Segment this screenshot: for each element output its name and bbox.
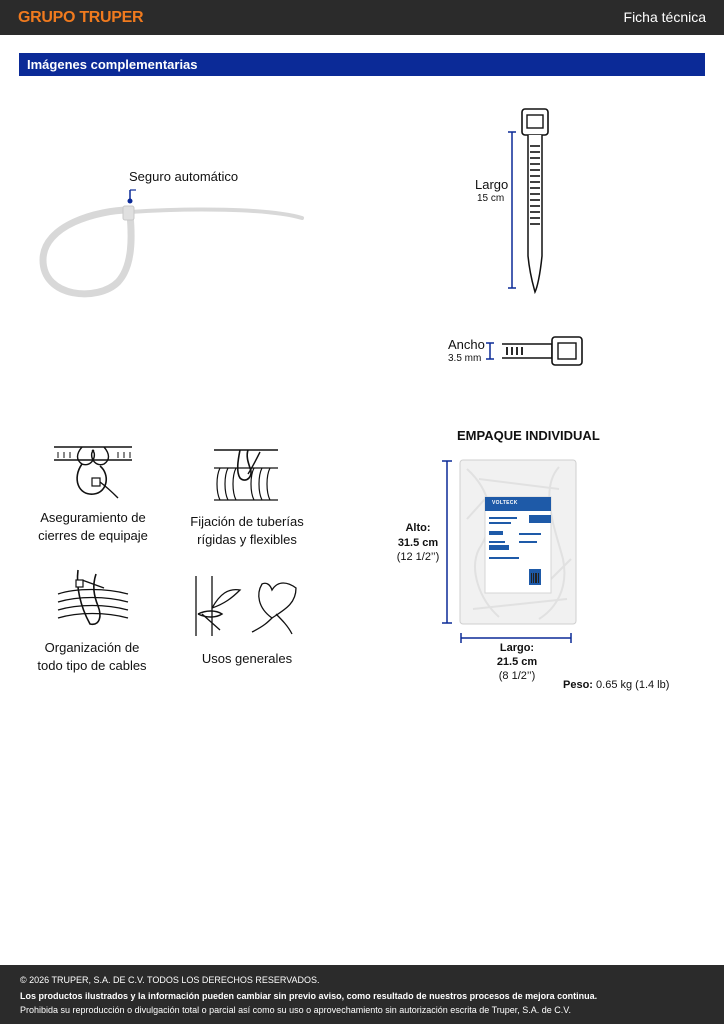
cable-organizing-icon xyxy=(56,566,130,630)
use-line: Aseguramiento de xyxy=(40,510,146,525)
use-item-pipes xyxy=(182,513,312,549)
width-value: 3.5 mm xyxy=(448,353,482,364)
length-value: 15 cm xyxy=(477,193,505,204)
package-width-cm: 21.5 cm xyxy=(496,656,538,668)
use-item-general xyxy=(182,650,312,668)
pipe-fixing-icon xyxy=(210,446,282,504)
package-weight xyxy=(563,679,669,691)
weight-label: Peso: xyxy=(563,679,593,691)
package-title: EMPAQUE INDIVIDUAL xyxy=(457,428,600,443)
use-line: cierres de equipaje xyxy=(38,528,148,543)
use-item-equipment xyxy=(28,509,158,545)
package-bag-illustration xyxy=(459,459,577,625)
brand-logo: GRUPO TRUPER xyxy=(18,9,144,26)
use-line: Organización de xyxy=(44,640,140,655)
package-height-dimension xyxy=(440,459,454,625)
bag-brand: VOLTECK xyxy=(492,500,518,506)
equipment-closure-icon xyxy=(52,444,134,502)
general-use-icon xyxy=(192,574,304,638)
package-height-in: (12 1/2’’) xyxy=(396,551,440,563)
package-width-label: Largo: xyxy=(499,642,535,654)
package-width-in: (8 1/2’’) xyxy=(498,670,536,682)
width-label: Ancho xyxy=(448,337,485,352)
footer-notice: Los productos ilustrados y la información pueden cambiar sin previo aviso, como resultado de nuestros procesos de mejora continua. xyxy=(20,991,598,1001)
footer-prohibition: Prohibida su reproducción o divulgación total o parcial así como su uso o aprovechamiento sin autorización escrita de Truper, S.A. de C.V. xyxy=(20,1005,571,1015)
footer xyxy=(0,965,724,1024)
use-line: Fijación de tuberías xyxy=(190,514,304,529)
footer-copyright: © 2026 TRUPER, S.A. DE C.V. TODOS LOS DERECHOS RESERVADOS. xyxy=(20,975,320,985)
weight-value: 0.65 kg (1.4 lb) xyxy=(596,679,670,691)
use-line: rígidas y flexibles xyxy=(197,532,297,547)
section-header xyxy=(19,53,705,76)
cable-tie-width-illustration xyxy=(484,334,588,370)
section-title: Imágenes complementarias xyxy=(27,57,198,72)
use-line: Usos generales xyxy=(201,651,293,666)
cable-tie-length-illustration xyxy=(504,106,564,296)
package-height-label: Alto: xyxy=(405,522,431,534)
package-height-cm: 31.5 cm xyxy=(397,537,439,549)
auto-lock-label: Seguro automático xyxy=(129,169,239,184)
top-bar xyxy=(0,0,724,35)
cable-tie-loop-illustration xyxy=(38,180,308,310)
length-label: Largo xyxy=(475,177,509,192)
use-item-cables xyxy=(27,639,157,675)
use-line: todo tipo de cables xyxy=(37,658,147,673)
document-type: Ficha técnica xyxy=(623,9,706,25)
